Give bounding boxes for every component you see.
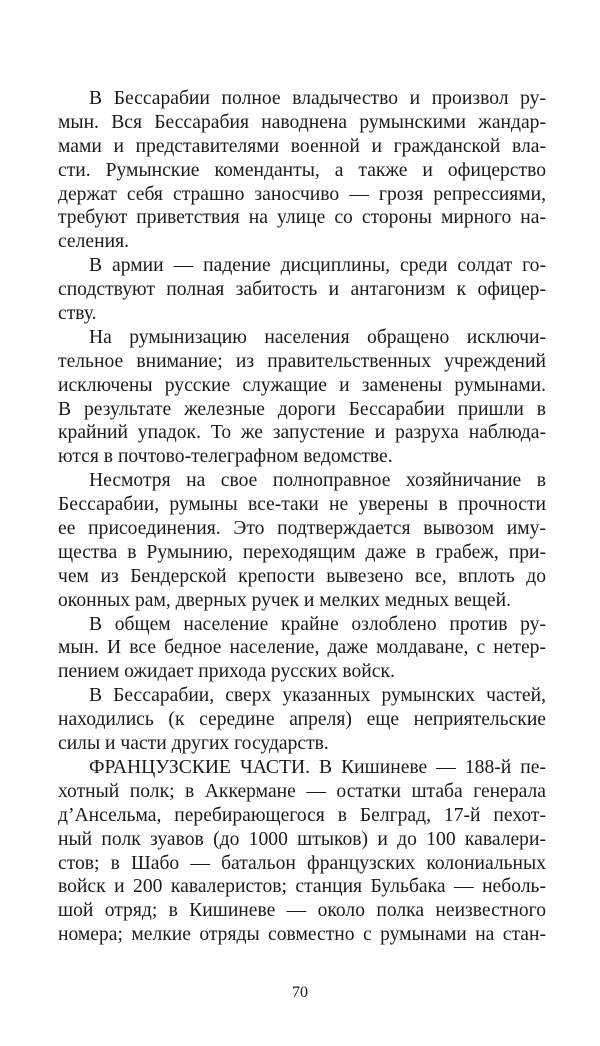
text-line: крайний упадок. То же запустение и разруха наблюда-	[58, 422, 546, 444]
page-number: 70	[292, 984, 308, 1001]
text-line: В армии — падение дисциплины, среди солдат го-	[89, 255, 546, 277]
text-line: держат себя страшно заносчиво — грозя репрессиями,	[58, 183, 546, 205]
text-line: ФРАНЦУЗСКИЕ ЧАСТИ. В Кишиневе — 188-й пе-	[89, 756, 546, 778]
text-line: ству.	[58, 303, 97, 325]
text-line: чем из Бендерской крепости вывезено все, вплоть до	[58, 565, 546, 587]
paragraph	[58, 87, 546, 254]
text-line: сти. Румынские коменданты, а также и офицерство	[58, 159, 546, 181]
text-line: В Бессарабии, сверх указанных румынских частей,	[89, 685, 546, 707]
text-line: мын. Вся Бессарабия наводнена румынскими жандар-	[58, 111, 546, 133]
text-line: В Бессарабии полное владычество и произвол ру-	[89, 88, 546, 109]
text-line: мами и представителями военной и гражданской вла-	[58, 135, 546, 157]
text-line: силы и части других государств.	[58, 733, 329, 755]
paragraph	[58, 756, 546, 947]
text-line: селения.	[58, 231, 129, 253]
text-line: В результате железные дороги Бессарабии пришли в	[58, 398, 546, 420]
text-line: На румынизацию населения обращено исключи-	[89, 326, 546, 348]
paragraph	[58, 469, 546, 612]
text-line: номера; мелкие отряды совместно с румынами на стан-	[58, 924, 546, 946]
text-line: ются в почтово-телеграфном ведомстве.	[58, 446, 393, 468]
paragraph	[58, 613, 546, 685]
text-line: находились (к середине апреля) еще неприятельские	[58, 709, 546, 731]
text-line: ее присоединения. Это подтверждается вывозом иму-	[58, 518, 546, 540]
text-line: Бессарабии, румыны все-таки не уверены в прочности	[58, 494, 546, 516]
text-line: исключены русские служащие и заменены румынами.	[58, 374, 546, 396]
text-line: сподствуют полная забитость и антагонизм к офицер-	[58, 279, 546, 301]
text-line: мын. И все бедное население, даже молдаване, с нетер-	[58, 637, 546, 659]
text-line: пением ожидает прихода русских войск.	[58, 661, 395, 683]
paragraph	[58, 684, 546, 756]
text-line: шой отряд; в Кишиневе — около полка неизвестного	[58, 900, 546, 922]
text-line: В общем население крайне озлоблено против ру-	[89, 613, 546, 635]
text-line: д’Ансельма, перебирающегося в Белград, 17-й пехот-	[58, 804, 546, 826]
text-line: щества в Румынию, переходящим даже в грабеж, при-	[58, 541, 546, 563]
text-line: оконных рам, дверных ручек и мелких медных вещей.	[58, 589, 511, 611]
text-line: Несмотря на свое полноправное хозяйничание в	[89, 470, 546, 492]
text-line: хотный полк; в Аккермане — остатки штаба генерала	[58, 780, 546, 802]
paragraph	[58, 326, 546, 469]
text-line: ный полк зуавов (до 1000 штыков) и до 100 кавалери-	[58, 828, 546, 850]
text-line: стов; в Шабо — батальон французских колониальных	[58, 852, 546, 874]
text-line: войск и 200 кавалеристов; станция Бульбака — неболь-	[58, 876, 546, 898]
text-line: тельное внимание; из правительственных учреждений	[58, 350, 546, 372]
paragraph	[58, 254, 546, 326]
text-line: требуют приветствия на улице со стороны мирного на-	[58, 207, 546, 229]
body-text	[58, 87, 546, 947]
